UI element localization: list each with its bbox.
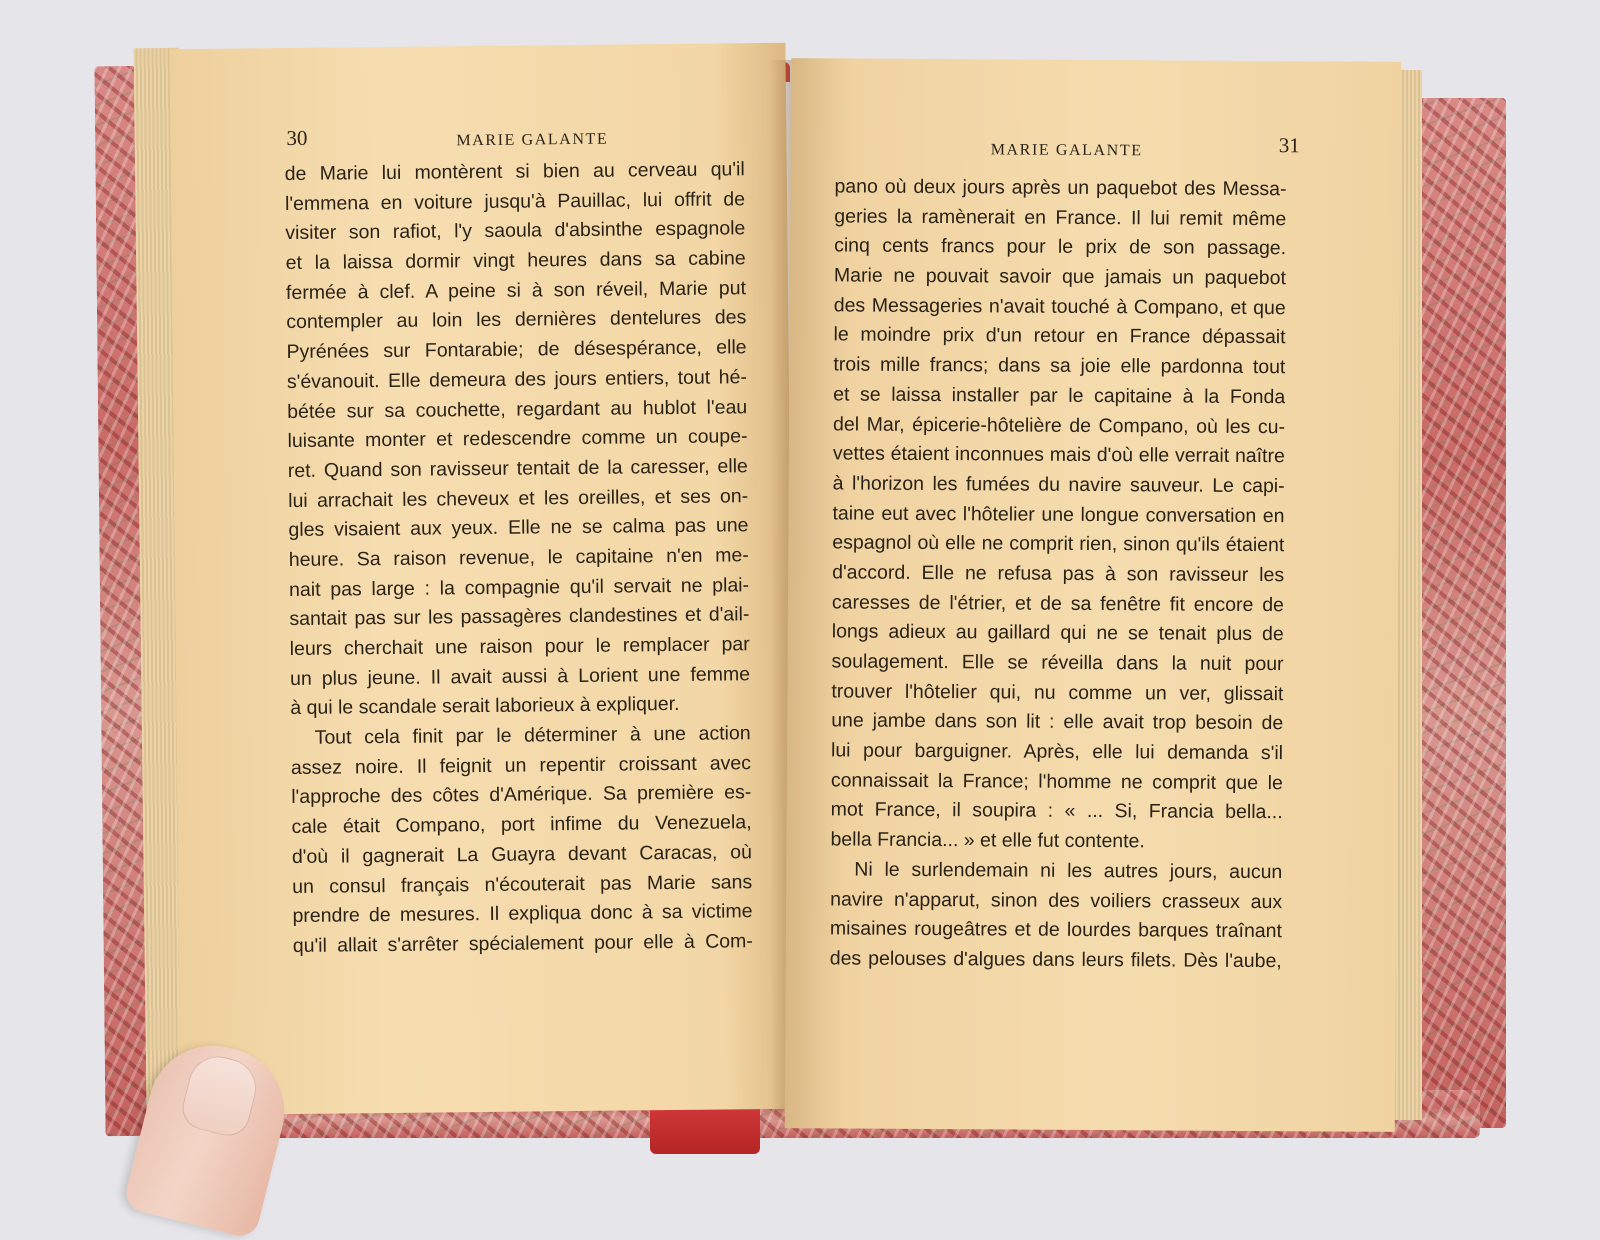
text-line: bella Francia... » et elle fut contente. (830, 828, 1145, 853)
text-line: un consul français n'écouterait pas Marie sans (292, 870, 753, 898)
text-line: trouver l'hôtelier qui, nu comme un ver, glissait (831, 680, 1284, 705)
text-line: d'où il gagnerait La Guayra devant Caracas, où (291, 841, 752, 868)
text-line: ret. Quand son ravisseur tentait de la caresser, elle (287, 455, 748, 482)
text-line: un plus jeune. Il avait aussi à Lorient une femme (289, 662, 751, 690)
text-line: fermée à clef. A peine si à son réveil, Marie put (285, 276, 747, 304)
text-line: à l'horizon les fumées du navire sauveur. Le capi- (832, 472, 1285, 498)
text-line: des pelouses d'algues dans leurs filets. Dès l'aube, (829, 947, 1282, 973)
text-line: nait pas large : la compagnie qu'il servait ne plai- (288, 573, 750, 601)
right-page-text (830, 172, 1287, 976)
text-line: et se laissa installer par le capitaine à la Fonda (833, 383, 1286, 408)
left-page-number: 30 (286, 125, 308, 151)
text-line: prendre de mesures. Il expliqua donc à sa victime (292, 900, 753, 928)
text-line: longs adieux au gaillard qui ne se tenait plus de (831, 620, 1284, 646)
text-line: leurs cherchait une raison pour le remplacer par (289, 633, 750, 661)
text-line: lui arrachait les cheveux et les oreilles, et ses on- (288, 484, 749, 512)
text-line: à qui le scandale serait laborieux à expliquer. (290, 693, 680, 720)
text-line: connaissait la France; l'homme ne comprit que le (830, 769, 1283, 794)
text-line: Tout cela finit par le déterminer à une action (314, 722, 751, 749)
text-line: d'accord. Elle ne refusa pas à son ravisseur les (832, 561, 1285, 587)
text-line: qu'il allait s'arrêter spécialement pour elle à Com- (292, 930, 753, 957)
text-line: visiter son rafiot, l'y saoula d'absinthe espagnole (285, 217, 746, 245)
text-line: cale était Compano, port infime du Venezuela, (291, 811, 752, 839)
text-line: de Marie lui montèrent si bien au cerveau qu'il (284, 158, 745, 186)
text-line: heure. Sa raison revenue, le capitaine n'en me- (288, 544, 749, 571)
text-line: l'emmena en voiture jusqu'à Pauillac, lui offrit de (284, 187, 746, 215)
text-line: Marie ne pouvait savoir que jamais un paquebot (833, 264, 1287, 290)
text-line: vettes étaient inconnues mais d'où elle verrait naître (832, 442, 1285, 468)
left-page-text (285, 155, 753, 961)
right-page (785, 58, 1402, 1132)
text-line: soulagement. Elle se réveilla dans la nuit pour (831, 650, 1284, 676)
text-line: le moindre prix d'un retour en France dépassait (833, 323, 1286, 349)
text-line: s'évanouit. Elle demeura des jours entiers, tout hé- (286, 366, 748, 393)
right-page-number: 31 (1278, 133, 1300, 158)
text-line: contempler au loin les dernières dentelures des (286, 306, 747, 334)
text-line: cinq cents francs pour le prix de son passage. (834, 234, 1287, 260)
text-line: assez noire. Il feignit un repentir croissant avec (290, 751, 752, 779)
left-running-head: MARIE GALANTE (456, 130, 609, 150)
text-line: une jambe dans son lit : elle avait trop besoin de (831, 709, 1284, 735)
text-line: del Mar, épicerie-hôtelière de Compano, où les cu- (832, 412, 1286, 438)
text-line: pano où deux jours après un paquebot des Messa- (834, 175, 1287, 201)
text-line: geries la ramènerait en France. Il lui remit même (834, 205, 1287, 230)
text-line: l'approche des côtes d'Amérique. Sa première es- (291, 781, 752, 809)
thumbnail (178, 1050, 262, 1140)
text-line: des Messageries n'avait touché à Compano, et que (833, 294, 1286, 319)
left-page (169, 43, 796, 1115)
text-line: Pyrénées sur Fontarabie; de désespérance, elle (286, 336, 747, 364)
text-line: gles visaient aux yeux. Elle ne se calma pas une (288, 514, 749, 542)
text-line: trois mille francs; dans sa joie elle pardonna tout (833, 353, 1286, 379)
text-line: et la laissa dormir vingt heures dans sa cabine (285, 247, 746, 275)
text-line: mot France, il soupira : « ... Si, Francia bella... (830, 798, 1283, 824)
text-line: caresses de l'étrier, et de sa fenêtre fit encore de (831, 591, 1285, 616)
text-line: luisante monter et redescendre comme un coupe- (287, 425, 748, 453)
text-line: espagnol où elle ne comprit rien, sinon qu'ils étaient (832, 531, 1285, 557)
text-line: taine eut avec l'hôtelier une longue conversation en (832, 501, 1285, 527)
text-line: misaines rougeâtres et de lourdes barques traînant (829, 917, 1283, 943)
text-line: bétée sur sa couchette, regardant au hublot l'eau (287, 395, 748, 423)
text-line: navire n'apparut, sinon des voiliers crasseux aux (830, 887, 1283, 913)
text-line: lui pour barguigner. Après, elle lui demanda s'il (830, 739, 1284, 765)
text-line: santait pas sur les passagères clandestines et d'ail- (289, 603, 750, 631)
right-running-head: MARIE GALANTE (990, 141, 1143, 160)
text-line: Ni le surlendemain ni les autres jours, aucun (854, 858, 1283, 883)
